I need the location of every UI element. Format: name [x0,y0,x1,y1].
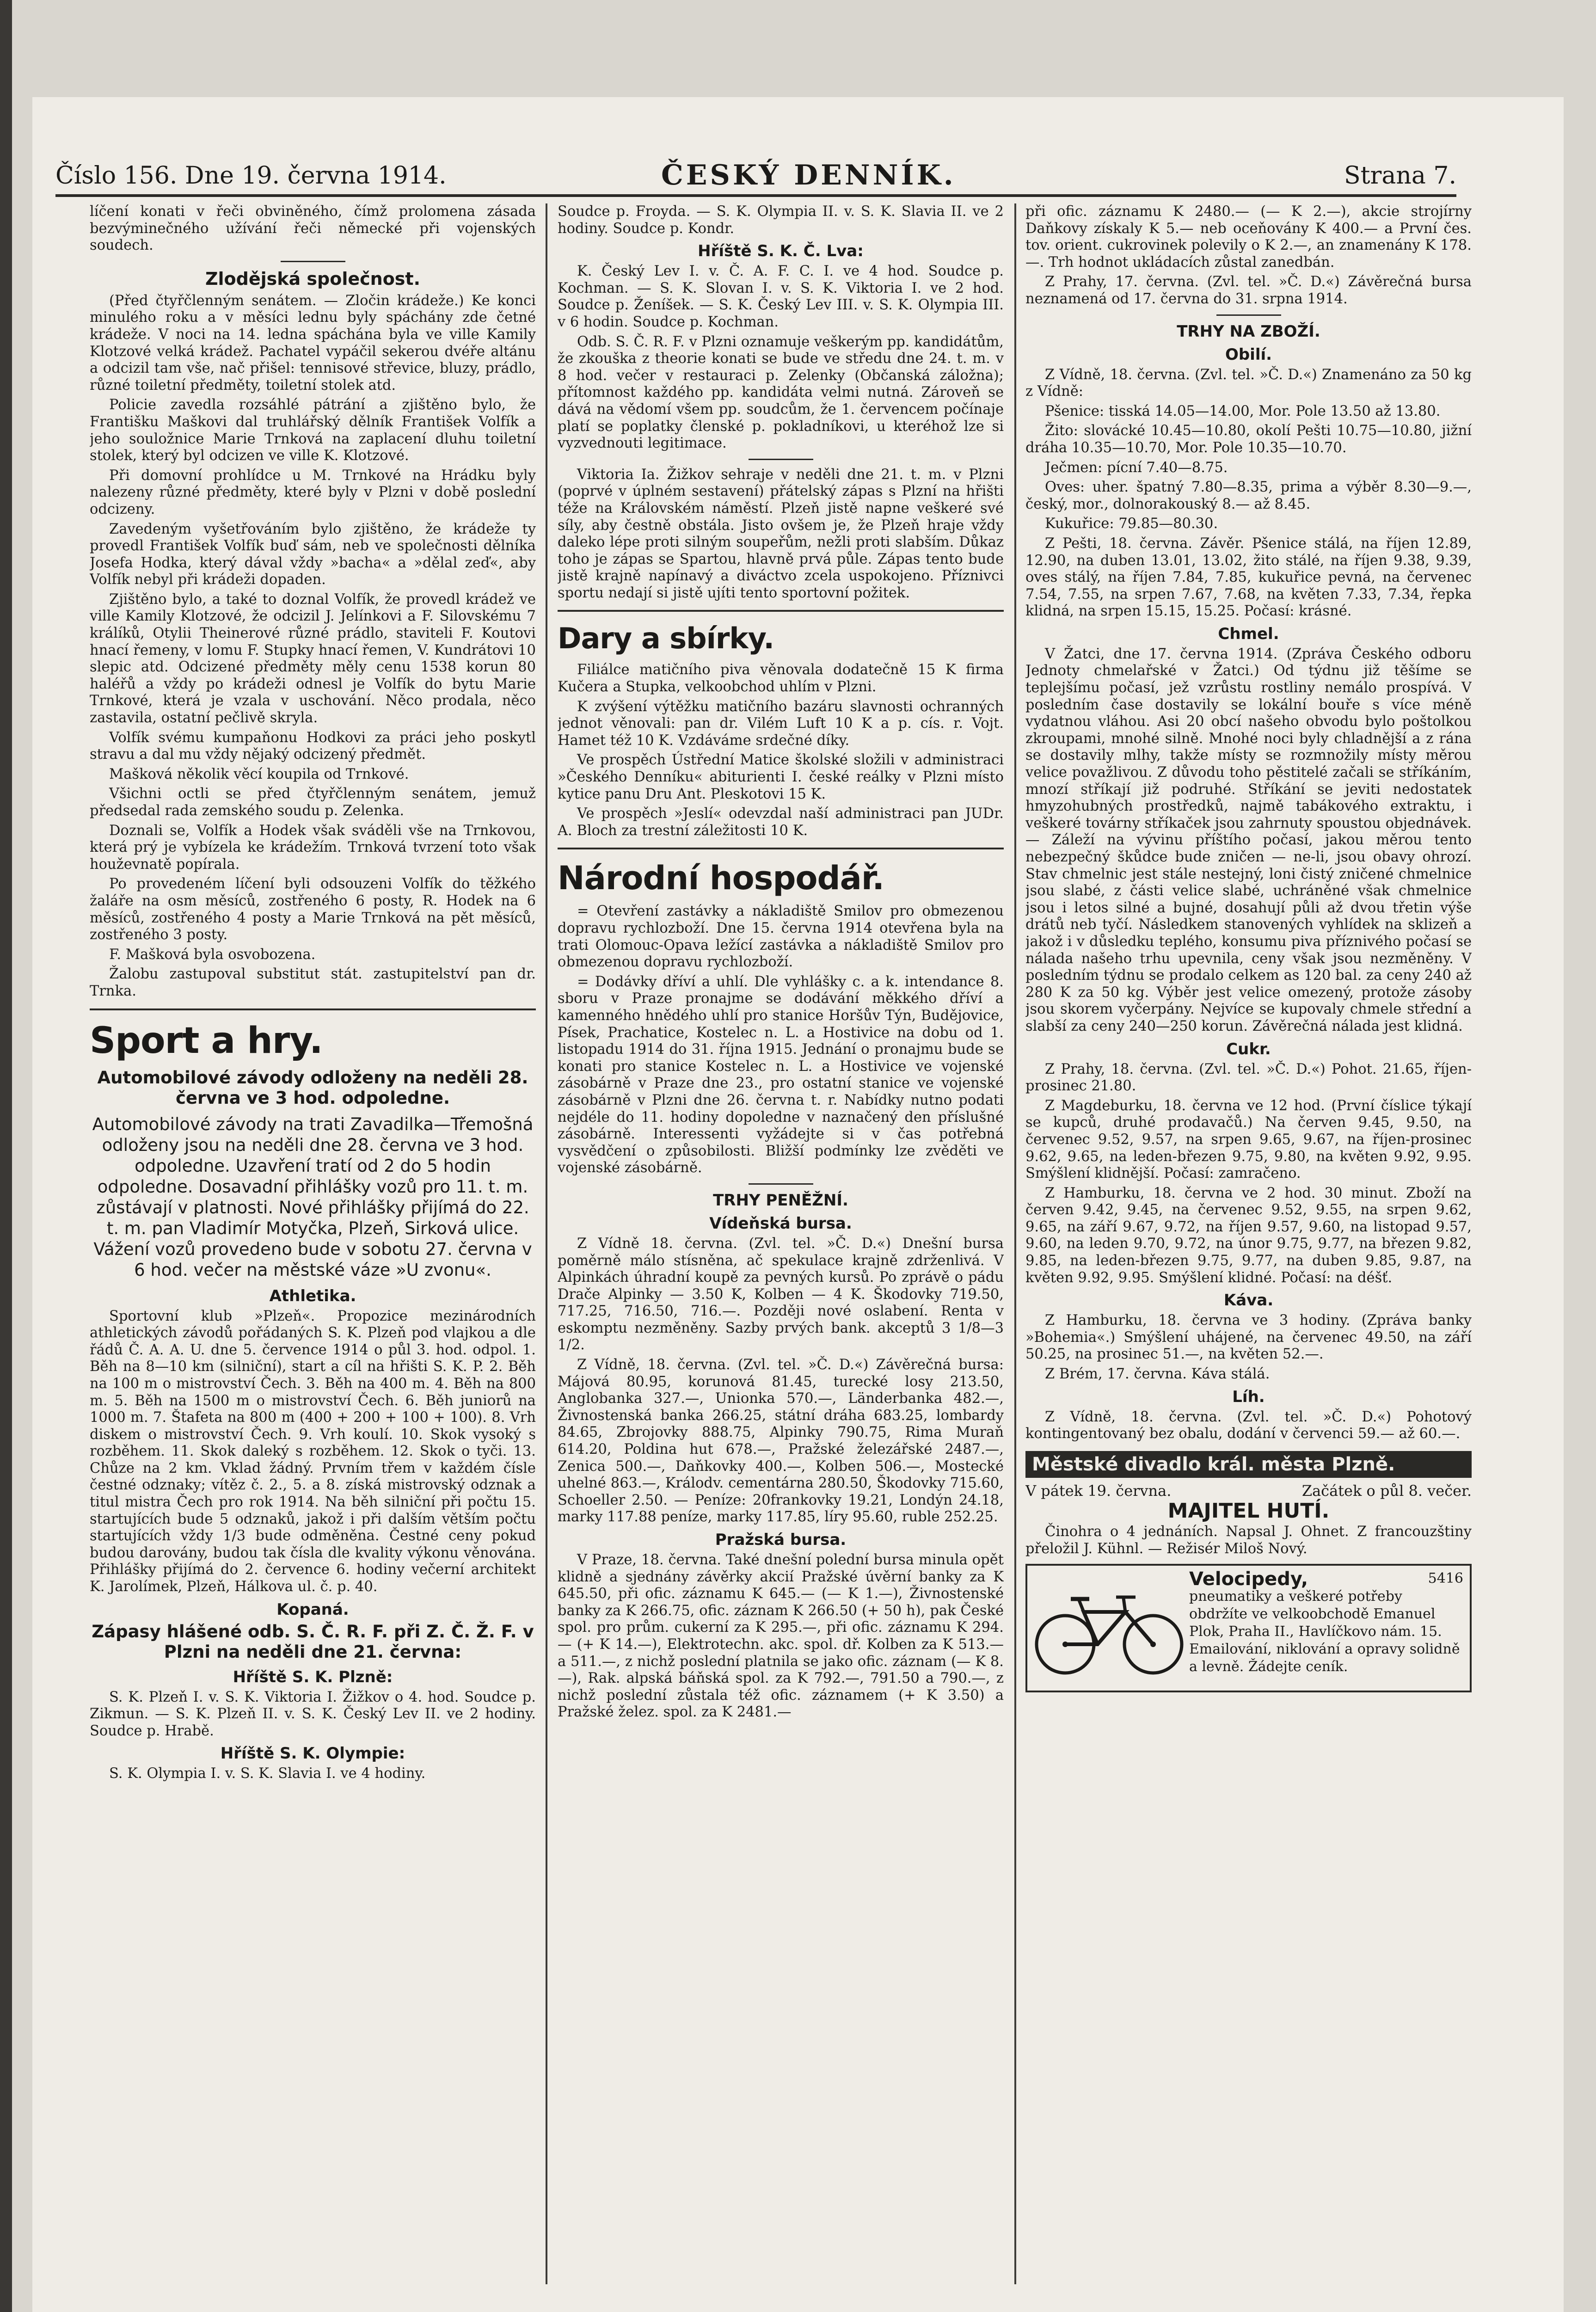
subheading: Zápasy hlášené odb. S. Č. R. F. při Z. Č. Ž. F. v Plzni na neděli dne 21. června: [92,1621,534,1662]
section-rule [558,610,1004,612]
column-divider [546,203,547,2284]
article-heading: Zlodějská společnost. [205,268,421,289]
paragraph: Pšenice: tisská 14.05—14.00, Mor. Pole 13.50 až 13.80. [1045,403,1441,419]
paragraph: Mašková několik věcí koupila od Trnkové. [109,766,409,782]
paragraph: Filiálce matičního piva věnovala dodatečně 15 K firma Kučera a Stupka, velkoobchod uhlím v Plzni. [558,662,1004,695]
section-heading: Dary a sbírky. [558,621,774,656]
article-heading: TRHY NA ZBOŽÍ. [1177,322,1320,341]
theatre-ad-heading: Městské divadlo král. města Plzně. [1025,1451,1472,1478]
masthead [55,157,1456,197]
article-heading: Hříště S. K. Č. Lva: [698,242,864,261]
paragraph: Z Vídně, 18. června. (Zvl. tel. »Č. D.«) Závěrečná bursa: Májová 80.95, korunová 81.45, turecké losy 213.50, Anglobanka 327.—, Unionka 570.—, Länderbanka 482.—, Živnostenská banka 266.25, státní dráha 683.25, lombardy 84.65, Zbrojovky 888.75, Alpinky 790.75, Rima Muraň 614.20, Poldina hut 678.—, Pražské železářské 2487.—, Zenica 500.—, Daňkovky 400.—, Kolben 506.—, Mostecké uhelné 863.—, Králodv. cementárna 280.50, Škodovky 715.60, Schoeller 2.50. — Peníze: 20frankovky 19.21, Londýn 24.18, marky 117.88 peníze, marky 117.85, líry 95.60, ruble 252.25. [558,1357,1004,1525]
page-number: Strana 7. [1344,162,1456,190]
paragraph: Sportovní klub »Plzeň«. Propozice mezinárodních athletických závodů pořádaných S. K. Plzeň pod vlajkou a dle řádů Č. A. A. U. dne 5. července 1914 o půl 3. hod. odpol. 1. Běh na 8—10 km (silniční), start a cíl na hřišti S. K. P. 2. Běh na 100 m o mistrovství Čech. 3. Běh na 400 m. 4. Běh na 800 m. 5. Běh na 1500 m o mistrovství Čech. 6. Běh juniorů na 1000 m. 7. Štafeta na 800 m (400 + 200 + 100 + 100). 8. Vrh diskem o mistrovství Čech. 9. Vrh koulí. 10. Skok vysoký s rozběhem. 11. Skok daleký s rozběhem. 12. Skok o tyči. 13. Chůze na 2 km. Vklad žádný. Prvním třem v každém čísle čestné odznaky; vítěz č. 2., 5. a 8. získá mistrovský odznak a titul mistra Čech pro rok 1914. Na běh silniční při počtu 15. startujících bude 5 odznaků, jakož i při dalším větším počtu startujících vždy 1/3 bude odměněna. Čestné ceny pokud budou darovány, budou tak čísla dle kvality výkonu věnována. Přihlášky přijímá do 2. července 6. hodiny večerní architekt K. Jarolímek, Plzeň, Hálkova ul. č. p. 40. [90,1308,536,1595]
paragraph: V Praze, 18. června. Také dnešní polední bursa minula opět klidně a sjednány závěrky akcií Pražské úvěrní banky za K 645.50, při ofic. záznamu K 645.— (— K 1.—), Živnostenské banky za K 266.75, ofic. záznam K 266.50 (+ 50 h), pak České spol. pro prům. cukerní za K 295.—, při ofic. záznamu K 294.— (+ K 14.—), Elektrotechn. akc. spol. dř. Kolben za K 513.— a 511.—, z nichž poslední platnila se jako ofic. záznam (— K 8.—), Rak. alpská báňská spol. za K 792.—, 791.50 a 790.—, z nichž poslední zůstala též ofic. záznamem (+ K 3.50) a Pražské želez. spol. za K 2481.— [558,1552,1004,1721]
article-heading: Káva. [1223,1291,1274,1310]
column-1 [90,203,536,2284]
paragraph: Doznali se, Volfík a Hodek však sváděli vše na Trnkovou, která prý je vybízela ke krádežím. Trnková tvrzení toto však houževnatě popírala. [90,822,536,873]
separator [281,261,345,262]
newspaper-title: ČESKÝ DENNÍK. [661,159,956,191]
paragraph: F. Mašková byla osvobozena. [109,946,316,963]
paragraph: Z Pešti, 18. června. Závěr. Pšenice stálá, na říjen 12.89, 12.90, na duben 13.01, 13.02, žito stálé, na říjen 9.38, 9.39, oves stálý, na říjen 7.84, 7.85, kukuřice pevná, na červenec 7.54, 7.55, na srpen 7.67, 7.68, na květen 7.33, 7.34, řepka klidná, na srpen 15.15, 15.25. Počasí: krásné. [1025,535,1472,620]
paragraph: při ofic. záznamu K 2480.— (— K 2.—), akcie strojírny Daňkovy získaly K 5.— neb oceňovány K 400.— a První čes. tov. orient. cukrovinek polevily o K 2.—, an znamenány K 178.—. Trh hodnot ukládacích zůstal zanedbán. [1025,203,1472,271]
column-2 [558,203,1004,2284]
article-heading: TRHY PENĚŽNÍ. [713,1191,848,1210]
paragraph: Ječmen: pícní 7.40—8.75. [1045,459,1228,476]
bicycle-icon [1033,1584,1185,1677]
bicycle-ad-title: Velocipedy, [1189,1568,1308,1590]
paragraph: Po provedeném líčení byli odsouzeni Volfík do těžkého žaláře na osm měsíců, zostřeného 6 posty, R. Hodek na 6 měsíců, zostřeného 4 posty a Marie Trnková na pět měsíců, zostřeného 3 posty. [90,876,536,943]
paragraph: Zavedeným vyšetřováním bylo zjištěno, že krádeže ty provedl František Volfík buď sám, neb ve společnosti dělníka Josefa Hodka, který dával vždy »bacha« a »dělal zeď«, aby Volfík nebyl při krádeži dopaden. [90,521,536,588]
article-heading: Cukr. [1226,1039,1271,1058]
column-3 [1025,203,1472,2284]
article-heading: Athletika. [269,1286,356,1305]
ad-number: 5416 [1428,1570,1463,1587]
article-heading: Kopaná. [276,1600,349,1619]
paragraph: (Před čtyřčlenným senátem. — Zločin krádeže.) Ke konci minulého roku a v měsíci lednu byly spáchány zde četné krádeže. V noci na 14. ledna spáchána byla ve ville Kamily Klotzové velká krádež. Pachatel vypáčil sekerou dvéře altánu a odcizil tam vše, nač přišel: tennisové střevice, bluzy, prádlo, různé toiletní předměty, toiletní stolek atd. [90,292,536,394]
paragraph: K zvýšení výtěžku matičního bazáru slavnosti ochranných jednot věnovali: pan dr. Vilém Luft 10 K a p. cís. r. Vojt. Hamet též 10 K. Vzdáváme srdečné díky. [558,698,1004,749]
paragraph: Z Brém, 17. června. Káva stálá. [1045,1366,1270,1383]
notice: Automobilové závody na trati Zavadilka—Třemošná odloženy jsou na neděli dne 28. června ve 3 hod. odpoledne. Uzavření tratí od 2 do 5 hodin odpoledne. Dosavadní přihlášky vozů pro 11. t. m. zůstávají v platnosti. Nové přihlášky přijímá do 22. t. m. pan Vladimír Motyčka, Plzeň, Sirková ulice. Vážení vozů provedeno bude v sobotu 27. června v 6 hod. večer na městské váze »U zvonu«. [92,1114,534,1280]
paragraph: Ve prospěch »Jeslí« odevzdal naší administraci pan JUDr. A. Bloch za trestní záležitosti 10 K. [558,806,1004,839]
paragraph: Z Magdeburku, 18. června ve 12 hod. (První číslice týkají se kupců, druhé prodavačů.) Na červen 9.45, 9.50, na červenec 9.52, 9.57, na srpen 9.65, 9.67, na říjen-prosinec 9.62, 9.65, na leden-březen 9.75, 9.80, na květen 9.92, 9.95. Smýšlení klidnější. Počasí: zamračeno. [1025,1097,1472,1182]
article-heading: Chmel. [1218,624,1279,643]
paragraph: Odb. S. Č. R. F. v Plzni oznamuje veškerým pp. kandidátům, že zkouška z theorie konati se bude ve středu dne 24. t. m. v 8 hod. večer v restauraci p. Zelenky (Občanská záložna); přítomnost každého pp. kandidáta velmi nutná. Zároveň se dává na vědomí všem pp. soudcům, že 1. červencem počínaje platí se poplatky členské p. pokladníkovi, u kteréhož lze si vyzvednouti legitimace. [558,333,1004,452]
paragraph: Policie zavedla rozsáhlé pátrání a zjištěno bylo, že Františku Maškovi dal truhlářský dělník František Volfík a jeho souložnice Marie Trnková na zaplacení dluhu toiletní stolek, který byl odcizen ve ville K. Klotzové. [90,397,536,464]
paragraph: Z Prahy, 18. června. (Zvl. tel. »Č. D.«) Pohot. 21.65, říjen-prosinec 21.80. [1025,1061,1472,1095]
paragraph: Při domovní prohlídce u M. Trnkové na Hrádku byly nalezeny různé předměty, které byly v Plzni v době poslední odcizeny. [90,467,536,517]
paragraph: Volfík svému kumpaňonu Hodkovi za práci jeho poskytl stravu a dal mu vždy nějaký odcizený předmět. [90,729,536,763]
paragraph: S. K. Olympia I. v. S. K. Slavia I. ve 4 hodiny. [109,1765,426,1782]
bicycle-ad-text [1189,1570,1463,1676]
article-heading: Obilí. [1225,345,1272,364]
article-heading: Pražská bursa. [715,1531,847,1549]
paragraph: Z Vídně, 18. června. (Zvl. tel. »Č. D.«) Pohotový kontingentovaný bez obalu, dodání v červenci 59.— až 60.—. [1025,1408,1472,1442]
paragraph: Z Hamburku, 18. června ve 3 hodiny. (Zpráva banky »Bohemia«.) Smýšlení uhájené, na červenec 49.50, na září 50.25, na prosinec 51.—, na květen 52.—. [1025,1312,1472,1363]
section-rule [90,1008,536,1010]
issue-info: Číslo 156. Dne 19. června 1914. [55,162,447,190]
article-heading: Vídeňská bursa. [709,1214,852,1233]
paragraph: = Dodávky dříví a uhlí. Dle vyhlášky c. a k. intendance 8. sboru v Praze pronajme se dodávání měkkého dříví a kamenného hnědého uhlí pro stanice Horšův Týn, Budějovice, Písek, Prachatice, Kostelec n. L. a Hostivice na dobu od 1. listopadu 1914 do 31. října 1915. Jednání o pronajmu bude se konati pro stanice Kostelec n. L. a Hostivice ve vojenské zásobárně v Praze dne 23., pro ostatní stanice ve vojenské zásobárně v Plzni dne 26. června t. r. Nabídky nutno podati nejdéle do 11. hodiny dopoledne v naznačený den příslušné zásobárně. Interessenti vyžádejte si v čas potřebná vysvědčení o způsobilosti. Bližší podmínky lze zvěděti ve vojenské zásobárně. [558,973,1004,1176]
paragraph: Kukuřice: 79.85—80.30. [1045,516,1218,532]
section-rule [558,848,1004,849]
theatre-ad-info [1025,1482,1472,1500]
column-divider [1014,203,1016,2284]
bicycle-ad-body: pneumatiky a veškeré potřeby obdržíte ve velkoobchodě Emanuel Plok, Praha II., Havlíčkovo nám. 15. Emailování, niklování a opravy solidně a levně. Žádejte ceník. [1189,1588,1460,1675]
theatre-play-title: MAJITEL HUTÍ. [1167,1499,1330,1523]
paragraph: S. K. Plzeň I. v. S. K. Viktoria I. Žižkov o 4. hod. Soudce p. Zikmun. — S. K. Plzeň II. v. S. K. Český Lev II. ve 2 hodiny. Soudce p. Hrabě. [90,1689,536,1739]
article-heading: Hříště S. K. Plzně: [233,1667,393,1686]
section-heading: Sport a hry. [90,1020,323,1062]
article-heading: Líh. [1232,1387,1265,1406]
paragraph: Viktoria Ia. Žižkov sehraje v neděli dne 21. t. m. v Plzni (poprvé v úplném sestavení) přátelský zápas s Plzní na hřišti téže na Královském náměstí. Plzeň jistě napne veškeré své síly, aby čestně obstála. Jisto ovšem je, že Plzeň hraje vždy daleko lépe proti silným soupeřům, nežli proti slabším. Důkaz toho je zápas se Spartou, hlavně prvá půle. Zápas tento bude jistě krajně napínavý a diváctvo zcela uspokojeno. Příznivci sportu nedají si jistě ujíti tento sportovní požitek. [558,466,1004,601]
paragraph: líčení konati v řeči obviněného, čímž prolomena zásada bezvýminečného užívání řeči německé při vojenských soudech. [90,203,536,254]
paragraph: Oves: uher. špatný 7.80—8.35, prima a výběr 8.30—9.—, český, mor., dolnorakouský 8.— až 8.45. [1025,479,1472,512]
paragraph: Z Vídně, 18. června. (Zvl. tel. »Č. D.«) Znamenáno za 50 kg z Vídně: [1025,366,1472,400]
theatre-date: V pátek 19. června. [1025,1482,1172,1500]
paragraph: Soudce p. Froyda. — S. K. Olympia II. v. S. K. Slavia II. ve 2 hodiny. Soudce p. Kondr. [558,203,1004,237]
bicycle-advertisement [1025,1564,1472,1692]
paragraph: Žalobu zastupoval substitut stát. zastupitelství pan dr. Trnka. [90,966,536,999]
separator [1216,314,1281,316]
paragraph: Všichni octli se před čtyřčlenným senátem, jemuž předsedal rada zemského soudu p. Zelenka. [90,786,536,819]
paragraph: = Otevření zastávky a nákladiště Smilov pro obmezenou dopravu rychlozboží. Dne 15. června 1914 otevřena byla na trati Olomouc-Opava ležící zastávka a nákladiště Smilov pro obmezenou dopravu rychlozboží. [558,903,1004,971]
section-heading: Národní hospodář. [558,859,884,898]
subheading: Automobilové závody odloženy na neděli 28. června ve 3 hod. odpoledne. [97,1067,528,1108]
theatre-play-desc: Činohra o 4 jednáních. Napsal J. Ohnet. Z francouzštiny přeložil J. Kühnl. — Režisér Miloš Nový. [1025,1524,1472,1557]
paragraph: K. Český Lev I. v. Č. A. F. C. I. ve 4 hod. Soudce p. Kochman. — S. K. Slovan I. v. S. K. Viktoria I. ve 2 hod. Soudce p. Ženíšek. — S. K. Český Lev III. v. S. K. Olympia III. v 6 hodin. Soudce p. Kochman. [558,263,1004,330]
paragraph: Z Prahy, 17. června. (Zvl. tel. »Č. D.«) Závěrečná bursa neznamená od 17. června do 31. srpna 1914. [1025,274,1472,307]
article-heading: Hříště S. K. Olympie: [220,1744,405,1763]
paragraph: Z Vídně 18. června. (Zvl. tel. »Č. D.«) Dnešní bursa poměrně málo stísněna, ač spekulace krajně zdrženlivá. V Alpinkách úhradní koupě za pevných kursů. Po zprávě o pádu Drače Alpinky — 3.50 K, Kolben — 4 K. Škodovky 719.50, 717.25, 716.50, 716.—. Později nové oslabení. Renta v eskomptu nezměněny. Sazby prvých bank. akceptů 3 1/8—3 1/2. [558,1235,1004,1353]
paragraph: Žito: slovácké 10.45—10.80, okolí Pešti 10.75—10.80, jižní dráha 10.35—10.70, Mor. Pole 10.35—10.70. [1025,423,1472,456]
separator [749,1183,813,1185]
paragraph: Ve prospěch Ústřední Matice školské složili v administraci »Českého Denníku« abiturienti I. české reálky v Plzni místo kytice panu Dru Ant. Pleskotovi 15 K. [558,752,1004,802]
paragraph: V Žatci, dne 17. června 1914. (Zpráva Českého odboru Jednoty chmelařské v Žatci.) Od týdnu již těšíme se teplejšímu počasí, jež vzrůstu rostliny nemálo prospívá. V posledním čase dostavily se lokální bouře s více méně vydatnou vláhou. Asi 20 obcí našeho obvodu bylo poštolkou zkroupami, mnohé silně. Mnohé noci byly chladnější a z rána se dostavily mlhy, takže místy se rozmnožily místy měrou velice považlivou. Z důvodu toho pěstitelé začali se stříkáním, mnozí stříkají již podruhé. Stříkání se jeviti nedostatek hmyzohubných prostředků, najmě tabákového extraktu, i veškeré továrny stříkaček jsou zahrnuty spoustou objednávek. — Záleží na vývinu příštího počasí, jakou měrou tento nebezpečný škůdce bude zničen — ne-li, jsou obavy ohrozí. Stav chmelnic jest stále nestejný, loni čistý zničené chmelnice jsou slabé, z části velice slabé, uchráněné však chmelnice jsou i letos silné a bujné, dosahují půli až dvou třetin výše drátů neb tyčí. Následkem stanovených vyhlídek na sklizeň a jakož i v důsledku teplého, konsumu piva příznivého počasí se nálada našeho trhu upevnila, ceny však jsou nezměněny. V posledním týdnu se prodalo celkem as 120 bal. za ceny 240 až 280 K za 50 kg. Výběr jest velice omezený, protože zásoby jsou skorem vyčerpány. Nejvíce se kupovaly chmele střední a slabší za ceny 240—250 korun. Závěrečná nálada jest klidná. [1025,646,1472,1034]
theatre-time: Začátek o půl 8. večer. [1301,1482,1472,1500]
paragraph: Z Hamburku, 18. června ve 2 hod. 30 minut. Zboží na červen 9.42, 9.45, na červenec 9.52, 9.55, na srpen 9.62, 9.65, na září 9.67, 9.72, na říjen 9.57, 9.60, na listopad 9.57, 9.60, na leden 9.70, 9.72, na únor 9.75, 9.77, na březen 9.82, 9.85, na leden-březen 9.75, 9.77, na duben 9.85, 9.87, na květen 9.92, 9.95. Smýšlení klidné. Počasí: na déšť. [1025,1185,1472,1286]
separator [749,459,813,460]
paragraph: Zjištěno bylo, a také to doznal Volfík, že provedl krádež ve ville Kamily Klotzové, že odcizil J. Jelínkovi a F. Silovskému 7 králíků, Otylii Theinerové různé prádlo, staviteli F. Koutovi hnací řemeny, v lomu F. Stupky hnací řemen, V. Kundrátovi 10 slepic atd. Odcizené předměty měly cenu 1538 korun 80 haléřů a vždy po krádeži odnesl je Volfík do bytu Marie Trnkové, která je vzala v uschování. Něco prodala, něco zastavila, ostatní pečlivě skryla. [90,591,536,726]
scan-left-edge [0,0,12,2312]
